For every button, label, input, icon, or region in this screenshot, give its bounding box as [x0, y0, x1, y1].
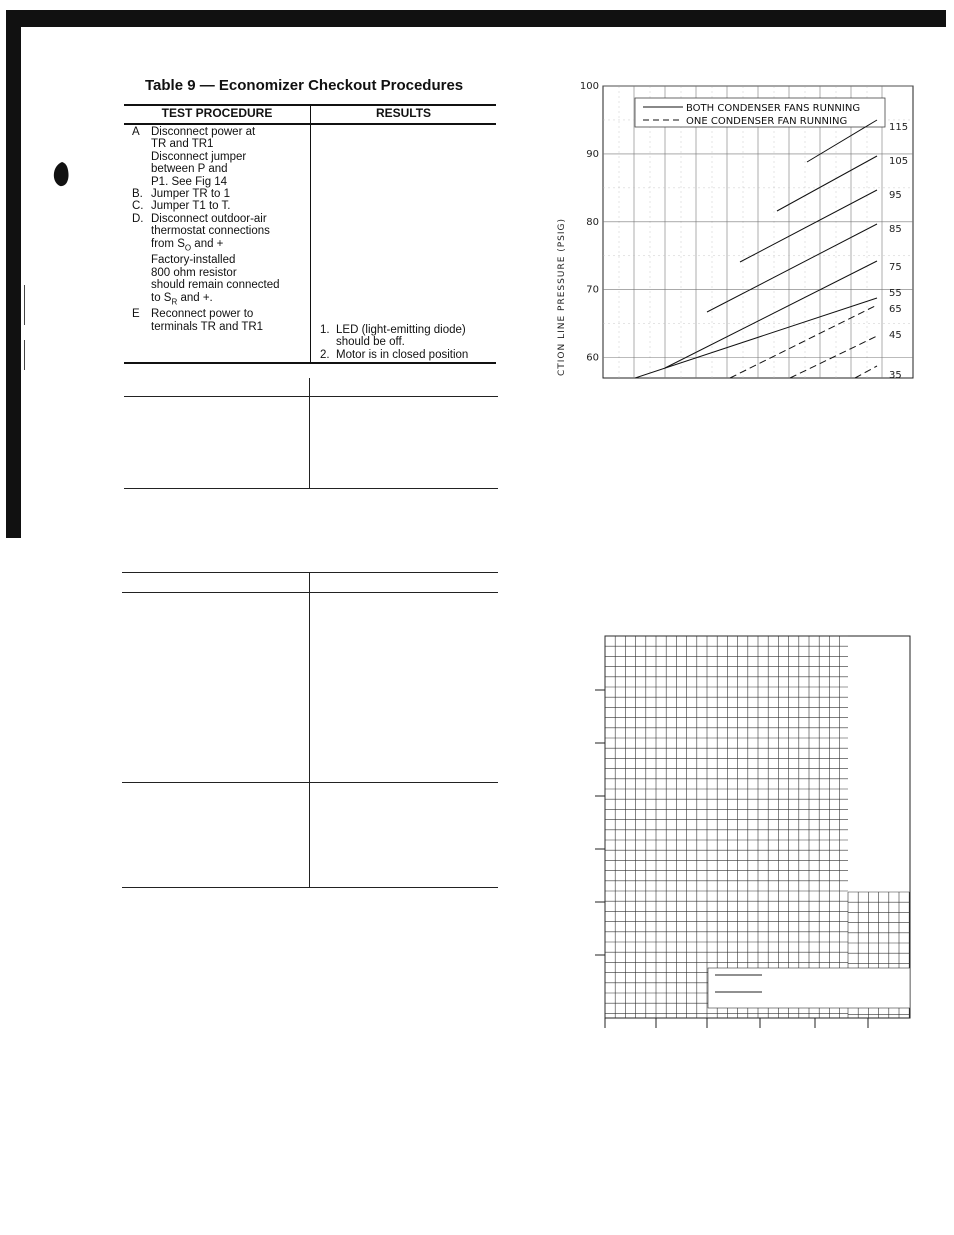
- procedure-step: E Reconnect power to terminals TR and TR1: [132, 308, 264, 333]
- suction-pressure-chart: [555, 76, 925, 386]
- curve-label: 45: [889, 330, 902, 341]
- curve-both-fans: [707, 224, 877, 312]
- ghost-legend-box: [708, 968, 910, 1008]
- curve-both-fans: [665, 261, 877, 368]
- economizer-checkout-table: [124, 104, 496, 364]
- margin-mark: [24, 340, 25, 370]
- ghost-grid-chart: [590, 630, 920, 1030]
- curve-one-fan: [730, 306, 875, 378]
- curve-label: 55: [889, 288, 902, 299]
- curve-label: 65: [889, 304, 902, 315]
- curve-both-fans: [777, 156, 877, 211]
- y-tick-label: 90: [586, 148, 599, 160]
- margin-mark: [24, 285, 25, 325]
- curve-label: 85: [889, 224, 902, 235]
- curve-one-fan: [855, 366, 877, 378]
- curve-label: 95: [889, 190, 902, 201]
- y-tick-label: 80: [586, 216, 599, 228]
- result-item: 2. Motor is in closed position: [320, 348, 469, 361]
- table-title: Table 9 — Economizer Checkout Procedures: [145, 77, 464, 94]
- procedure-step: D. Disconnect outdoor-air thermostat connections from $S_O$ and + Factory-installed 800 ohm resistor should remain connected to $S_R$ and +.: [132, 212, 280, 306]
- curve-both-fans: [635, 298, 877, 378]
- procedure-step: B. Jumper TR to 1: [132, 188, 231, 201]
- binder-hole-mark: [48, 160, 74, 188]
- curve-label: 105: [889, 156, 909, 167]
- procedure-step: A Disconnect power at TR and TR1 Disconnect jumper between P and P1. See Fig 14: [132, 126, 256, 188]
- curve-both-fans: [740, 190, 877, 262]
- curve-label: 35: [889, 370, 902, 381]
- ghost-grid: [595, 636, 910, 1028]
- y-tick-label: 70: [586, 284, 599, 296]
- results-list: [320, 324, 495, 361]
- legend-label: BOTH CONDENSER FANS RUNNING: [686, 103, 861, 114]
- y-tick-label: 100: [579, 81, 599, 92]
- y-axis-label: CTION LINE PRESSURE (PSIG): [557, 217, 567, 376]
- y-tick-label: 60: [586, 352, 599, 364]
- column-header-results: RESULTS: [375, 106, 432, 120]
- page-left-bar: [6, 10, 21, 538]
- ghost-grid-frame: [605, 636, 910, 1018]
- procedure-step: C. Jumper T1 to T.: [132, 200, 231, 213]
- page-top-bar: [6, 10, 946, 27]
- curve-label: 115: [889, 122, 909, 133]
- column-header-test-procedure: TEST PROCEDURE: [161, 106, 273, 120]
- result-item: 1. LED (light-emitting diode) should be off.: [320, 324, 466, 349]
- curve-label: 75: [889, 262, 902, 273]
- curve-one-fan: [790, 336, 877, 378]
- procedure-list: [132, 126, 308, 333]
- legend-label: ONE CONDENSER FAN RUNNING: [686, 116, 848, 127]
